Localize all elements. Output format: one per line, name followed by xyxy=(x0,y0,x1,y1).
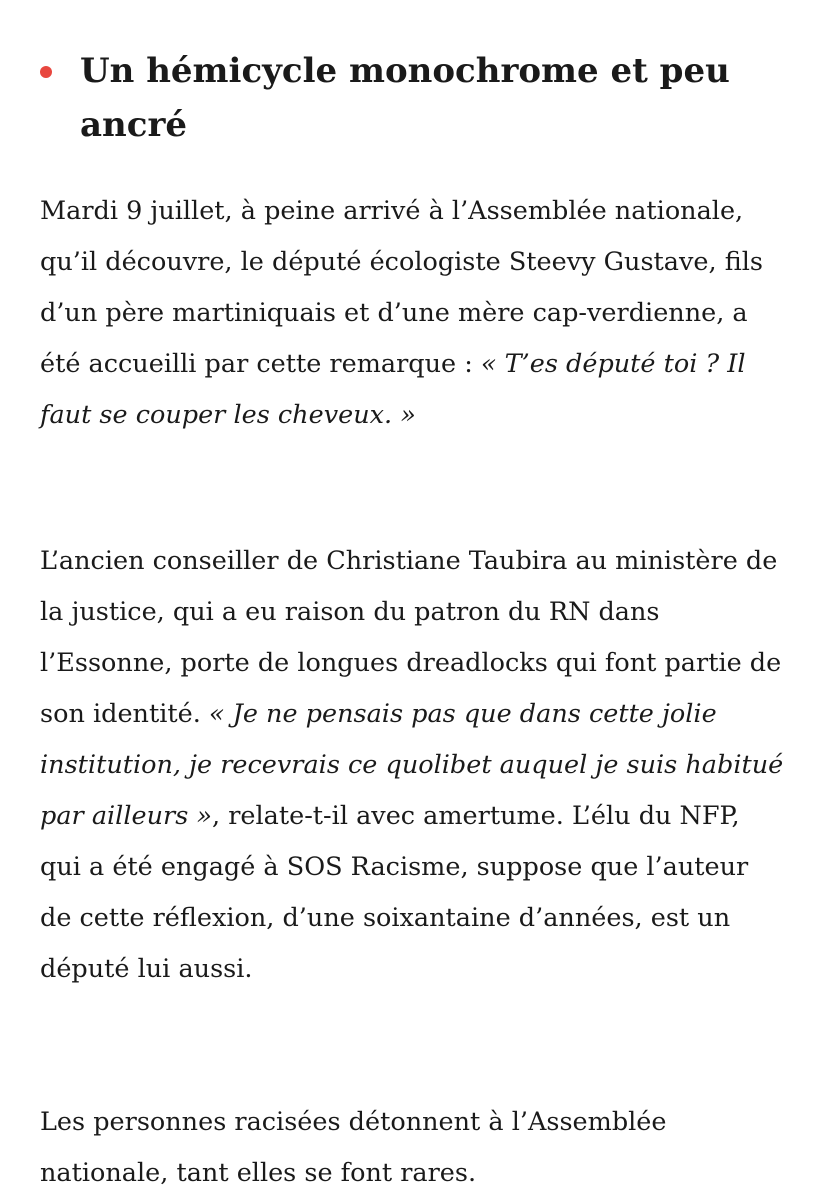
red-bullet-icon xyxy=(40,66,52,78)
paragraph-2-text-end: , relate-t-il avec amertume. L’élu du NFP, qui a été engagé à SOS Racisme, suppose que l’auteur de cette réflexion, d’une soixantaine d’années, est un député lui aussi. xyxy=(40,801,749,984)
paragraph-3: Les personnes racisées détonnent à l’Assemblée nationale, tant elles se font rares. xyxy=(40,1107,667,1188)
paragraph-1 xyxy=(40,186,785,441)
paragraph-1-quote: « T’es député toi ? Il faut se couper les cheveux. » xyxy=(40,349,746,430)
paragraph-1-text: Mardi 9 juillet, à peine arrivé à l’Assemblée nationale, qu’il découvre, le député écologiste Steevy Gustave, fils d’un père martiniquais et d’une mère cap-verdienne, a été accueilli par cette remarque : xyxy=(40,196,763,379)
paragraph-2-text-start: L’ancien conseiller de Christiane Taubira au ministère de la justice, qui a eu raison du patron du RN dans l’Essonne, porte de longues dreadlocks qui font partie de son identité. xyxy=(40,546,782,729)
paragraph-2-quote: « Je ne pensais pas que dans cette jolie institution, je recevrais ce quolibet auquel je suis habitué par ailleurs » xyxy=(40,699,784,831)
section-title: Un hémicycle monochrome et peu ancré xyxy=(80,51,730,145)
paragraph-2 xyxy=(40,536,785,995)
